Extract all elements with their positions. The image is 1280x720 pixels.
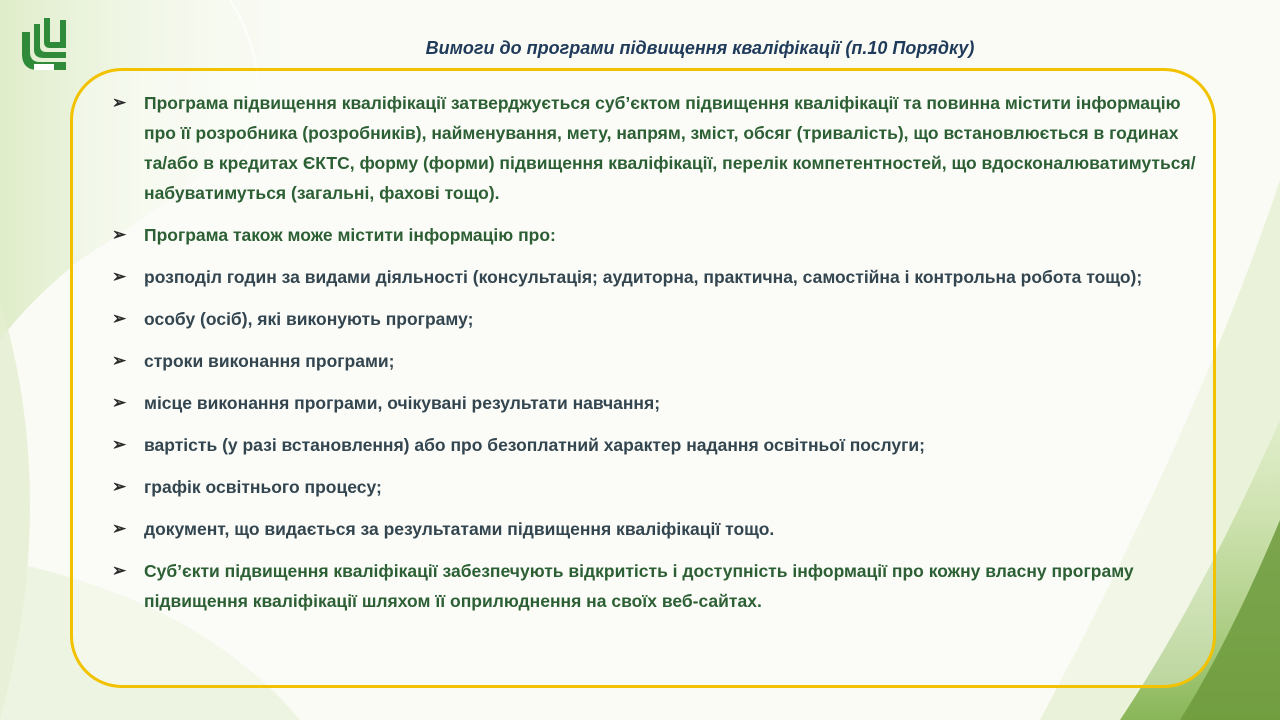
list-item [112, 472, 1202, 502]
requirements-list [112, 88, 1202, 628]
list-item-text: особу (осіб), які виконують програму; [144, 309, 474, 329]
list-item-text: графік освітнього процесу; [144, 477, 382, 497]
list-item-text: розподіл годин за видами діяльності (консультація; аудиторна, практична, самостійна і контрольна робота тощо); [144, 267, 1143, 287]
list-item [112, 514, 1202, 544]
arrow-bullet-icon: ➢ [112, 519, 127, 538]
list-item-text: строки виконання програми; [144, 351, 395, 371]
list-item [112, 556, 1202, 616]
list-item-text: Програма підвищення кваліфікації затверджується суб’єктом підвищення кваліфікації та повинна містити інформацію про її розробника (розробників), найменування, мету, напрям, зміст, обсяг (тривалість), що встановлюється в годинах та/або в кредитах ЄКТС, форму (форми) підвищення кваліфікації, перелік компетентностей, що вдосконалюватимуться/набуватимуться (загальні, фахові тощо). [144, 93, 1196, 203]
list-item-text: Суб’єкти підвищення кваліфікації забезпечують відкритість і доступність інформації про кожну власну програму підвищення кваліфікації шляхом її оприлюднення на своїх веб-сайтах. [144, 561, 1134, 611]
list-item [112, 388, 1202, 418]
arrow-bullet-icon: ➢ [112, 435, 127, 454]
institute-logo-icon [14, 14, 76, 76]
arrow-bullet-icon: ➢ [112, 225, 127, 244]
list-item [112, 430, 1202, 460]
arrow-bullet-icon: ➢ [112, 351, 127, 370]
list-item [112, 262, 1202, 292]
list-item-text: місце виконання програми, очікувані результати навчання; [144, 393, 661, 413]
arrow-bullet-icon: ➢ [112, 309, 127, 328]
list-item-text: вартість (у разі встановлення) або про безоплатний характер надання освітньої послуги; [144, 435, 925, 455]
list-item-text: Програма також може містити інформацію про: [144, 225, 556, 245]
list-item [112, 346, 1202, 376]
arrow-bullet-icon: ➢ [112, 477, 127, 496]
arrow-bullet-icon: ➢ [112, 393, 127, 412]
list-item [112, 304, 1202, 334]
list-item [112, 88, 1202, 208]
arrow-bullet-icon: ➢ [112, 93, 127, 112]
arrow-bullet-icon: ➢ [112, 561, 127, 580]
list-item [112, 220, 1202, 250]
slide-title: Вимоги до програми підвищення кваліфікації (п.10 Порядку) [425, 38, 975, 58]
arrow-bullet-icon: ➢ [112, 267, 127, 286]
list-item-text: документ, що видається за результатами підвищення кваліфікації тощо. [144, 519, 775, 539]
